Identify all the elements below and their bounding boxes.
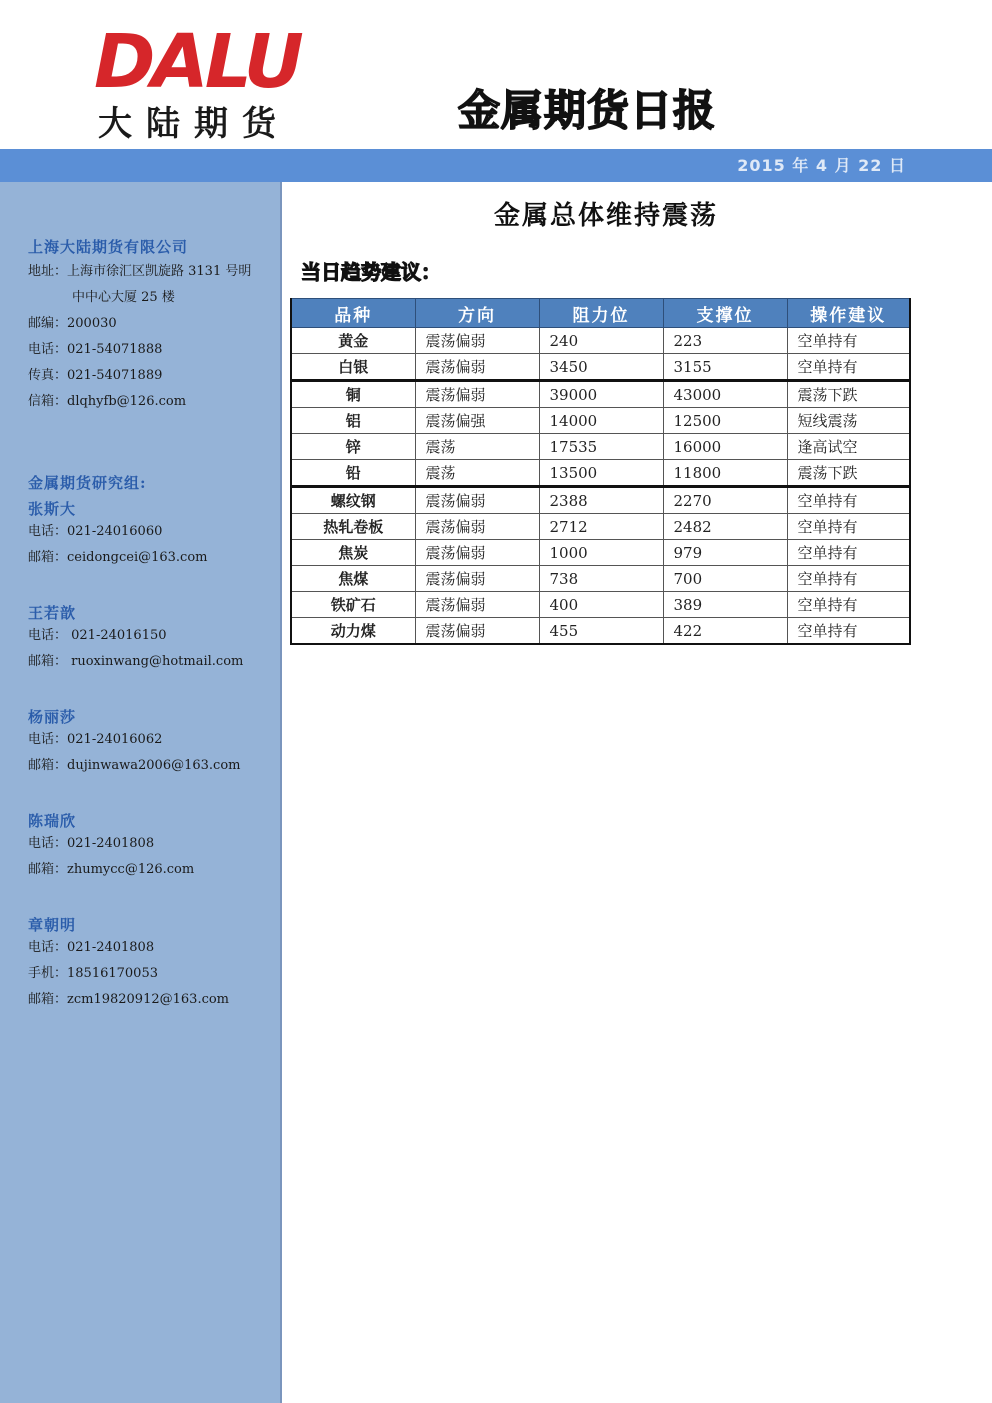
direction-cell: 震荡	[415, 434, 539, 460]
person-email: 邮箱： ruoxinwang@hotmail.com	[28, 654, 244, 669]
logo-chinese: 大陆期货	[98, 104, 290, 144]
support-cell: 43000	[663, 381, 787, 408]
column-header: 操作建议	[787, 299, 910, 328]
direction-cell: 震荡偏弱	[415, 354, 539, 381]
advice-cell: 空单持有	[787, 540, 910, 566]
advice-cell: 空单持有	[787, 487, 910, 514]
resistance-cell: 400	[539, 592, 663, 618]
support-cell: 3155	[663, 354, 787, 381]
direction-cell: 震荡偏弱	[415, 328, 539, 354]
person-name: 杨丽莎	[28, 708, 77, 726]
person-phone: 电话： 021-24016150	[28, 628, 167, 643]
direction-cell: 震荡偏弱	[415, 618, 539, 645]
resistance-cell: 240	[539, 328, 663, 354]
resistance-cell: 2388	[539, 487, 663, 514]
support-cell: 2270	[663, 487, 787, 514]
resistance-cell: 14000	[539, 408, 663, 434]
trend-subheading: 当日趋势建议：	[301, 260, 441, 284]
table-row	[291, 408, 910, 434]
table-row	[291, 354, 910, 381]
team-heading: 金属期货研究组:	[28, 474, 147, 492]
column-header: 品种	[291, 299, 415, 328]
direction-cell: 震荡	[415, 460, 539, 487]
column-header: 方向	[415, 299, 539, 328]
resistance-cell: 17535	[539, 434, 663, 460]
report-date: 2015 年 4 月 22 日	[737, 156, 906, 175]
direction-cell: 震荡偏强	[415, 408, 539, 434]
direction-cell: 震荡偏弱	[415, 592, 539, 618]
logo-wordmark: DALU	[94, 19, 300, 105]
table-row	[291, 460, 910, 487]
resistance-cell: 738	[539, 566, 663, 592]
product-cell: 黄金	[291, 328, 415, 354]
advice-cell: 空单持有	[787, 592, 910, 618]
product-cell: 螺纹钢	[291, 487, 415, 514]
advice-cell: 空单持有	[787, 514, 910, 540]
person-phone: 电话：021-24016062	[28, 732, 163, 747]
resistance-cell: 2712	[539, 514, 663, 540]
company-logo	[92, 19, 310, 144]
resistance-cell: 3450	[539, 354, 663, 381]
postcode: 邮编：200030	[28, 316, 117, 331]
phone: 电话：021-54071888	[28, 342, 163, 357]
advice-cell: 逢高试空	[787, 434, 910, 460]
product-cell: 铁矿石	[291, 592, 415, 618]
person-mobile: 手机：18516170053	[28, 966, 158, 981]
advice-cell: 短线震荡	[787, 408, 910, 434]
direction-cell: 震荡偏弱	[415, 514, 539, 540]
person-phone: 电话：021-2401808	[28, 836, 155, 851]
column-header: 阻力位	[539, 299, 663, 328]
product-cell: 热轧卷板	[291, 514, 415, 540]
person-email: 邮箱：dujinwawa2006@163.com	[28, 758, 241, 773]
product-cell: 白银	[291, 354, 415, 381]
product-cell: 焦炭	[291, 540, 415, 566]
person-name: 陈瑞欣	[28, 812, 77, 830]
headline: 金属总体维持震荡	[493, 201, 718, 231]
resistance-cell: 39000	[539, 381, 663, 408]
advice-cell: 震荡下跌	[787, 460, 910, 487]
advice-cell: 震荡下跌	[787, 381, 910, 408]
person-phone: 电话：021-2401808	[28, 940, 155, 955]
address-line-cont: 中中心大厦 25 楼	[72, 290, 175, 305]
person-name: 王若歆	[28, 604, 77, 622]
contact-sidebar	[0, 182, 282, 1403]
person-email: 邮箱：zhumycc@126.com	[28, 862, 195, 877]
support-cell: 223	[663, 328, 787, 354]
table-row	[291, 381, 910, 408]
report-title: 金属期货日报	[458, 86, 717, 135]
person-name: 张斯大	[28, 500, 77, 518]
table-row	[291, 618, 910, 645]
support-cell: 422	[663, 618, 787, 645]
advice-cell: 空单持有	[787, 618, 910, 645]
table-row	[291, 540, 910, 566]
person-email: 邮箱：ceidongcei@163.com	[28, 550, 208, 565]
advice-cell: 空单持有	[787, 354, 910, 381]
product-cell: 动力煤	[291, 618, 415, 645]
table-row	[291, 487, 910, 514]
product-cell: 铅	[291, 460, 415, 487]
direction-cell: 震荡偏弱	[415, 381, 539, 408]
table-row	[291, 566, 910, 592]
support-cell: 11800	[663, 460, 787, 487]
support-cell: 16000	[663, 434, 787, 460]
resistance-cell: 13500	[539, 460, 663, 487]
table-header-row	[291, 299, 910, 328]
trend-table	[290, 298, 911, 645]
table-row	[291, 514, 910, 540]
person-phone: 电话：021-24016060	[28, 524, 163, 539]
advice-cell: 空单持有	[787, 328, 910, 354]
resistance-cell: 1000	[539, 540, 663, 566]
product-cell: 焦煤	[291, 566, 415, 592]
date-bar	[0, 149, 992, 182]
product-cell: 铝	[291, 408, 415, 434]
product-cell: 锌	[291, 434, 415, 460]
direction-cell: 震荡偏弱	[415, 487, 539, 514]
support-cell: 979	[663, 540, 787, 566]
person-name: 章朝明	[28, 916, 77, 934]
resistance-cell: 455	[539, 618, 663, 645]
company-name: 上海大陆期货有限公司	[28, 238, 189, 256]
mailbox: 信箱：dlqhyfb@126.com	[28, 394, 187, 409]
support-cell: 2482	[663, 514, 787, 540]
table-row	[291, 434, 910, 460]
support-cell: 12500	[663, 408, 787, 434]
table-row	[291, 328, 910, 354]
table-row	[291, 592, 910, 618]
fax: 传真：021-54071889	[28, 368, 163, 383]
direction-cell: 震荡偏弱	[415, 566, 539, 592]
direction-cell: 震荡偏弱	[415, 540, 539, 566]
advice-cell: 空单持有	[787, 566, 910, 592]
column-header: 支撑位	[663, 299, 787, 328]
product-cell: 铜	[291, 381, 415, 408]
support-cell: 700	[663, 566, 787, 592]
support-cell: 389	[663, 592, 787, 618]
address-line: 地址：上海市徐汇区凯旋路 3131 号明	[28, 264, 252, 279]
person-email: 邮箱：zcm19820912@163.com	[28, 992, 230, 1007]
